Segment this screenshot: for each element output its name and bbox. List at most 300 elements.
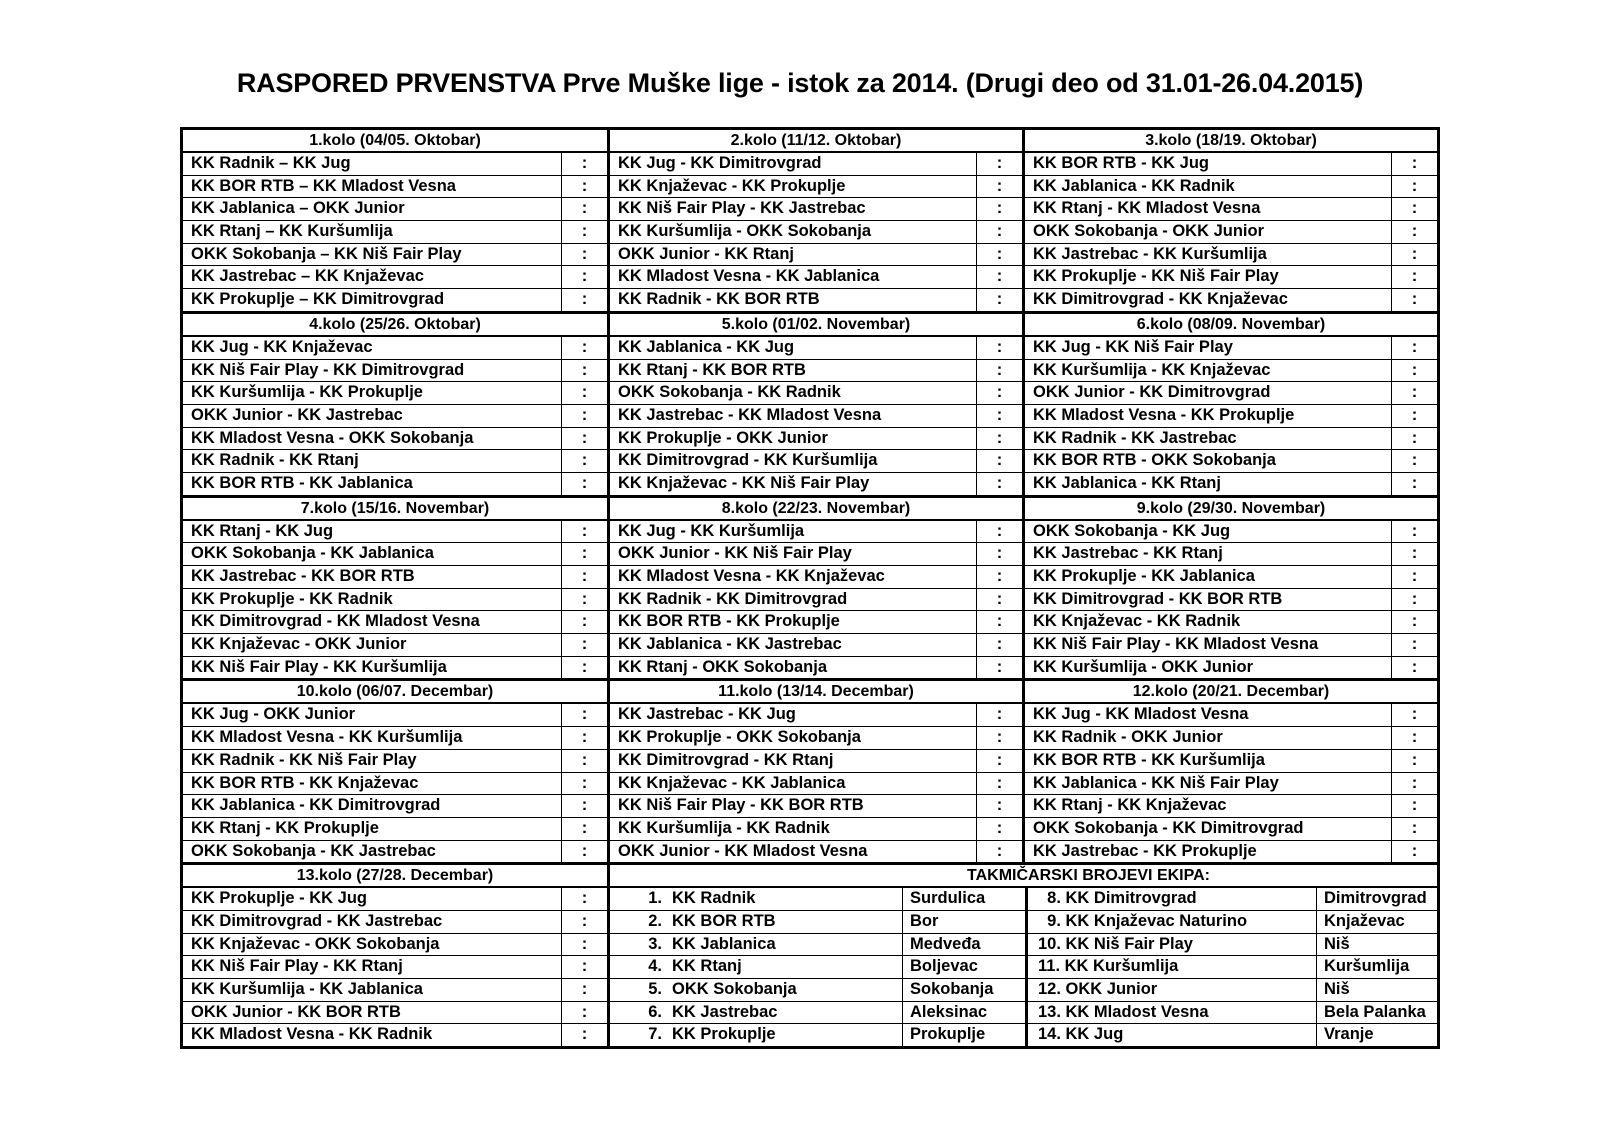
- match-row: [1025, 840, 1437, 863]
- match-teams: KK Prokuplje - KK Niš Fair Play: [1033, 267, 1279, 286]
- team-name: 12. OKK Junior: [1038, 980, 1158, 998]
- round-block: [183, 678, 607, 862]
- match-row: [183, 656, 607, 679]
- team-name: KK Prokuplje: [672, 1025, 776, 1044]
- match-row: [610, 243, 1022, 266]
- match-score: :: [1391, 589, 1437, 611]
- match-teams: KK Prokuplje - OKK Junior: [618, 428, 828, 447]
- match-row: [183, 197, 607, 220]
- match-score: :: [1391, 153, 1437, 175]
- match-row: [1025, 175, 1437, 198]
- match-teams: KK Rtanj - KK Mladost Vesna: [1033, 199, 1261, 218]
- match-row: [183, 888, 607, 910]
- team-city: Vranje: [1316, 1024, 1440, 1046]
- match-score: :: [976, 337, 1022, 359]
- match-score: :: [561, 521, 607, 543]
- team-city: Niš: [1316, 934, 1440, 956]
- match-row: [610, 565, 1022, 588]
- round-header: 13.kolo (27/28. Decembar): [183, 865, 607, 888]
- team-name: KK Radnik: [672, 889, 756, 908]
- match-teams: KK Jastrebac - KK Mladost Vesna: [618, 405, 882, 424]
- match-row: [183, 633, 607, 656]
- match-score: :: [1391, 360, 1437, 382]
- match-score: :: [976, 795, 1022, 817]
- match-score: :: [561, 221, 607, 243]
- match-row: [183, 588, 607, 611]
- match-score: :: [561, 888, 607, 910]
- match-score: :: [976, 818, 1022, 840]
- match-row: [183, 1001, 607, 1024]
- match-row: [183, 794, 607, 817]
- match-row: [610, 175, 1022, 198]
- match-score: :: [976, 428, 1022, 450]
- match-row: [183, 381, 607, 404]
- team-city: Boljevac: [902, 956, 1025, 978]
- match-score: :: [976, 405, 1022, 427]
- match-score: :: [561, 911, 607, 933]
- match-row: [183, 243, 607, 266]
- match-row: [183, 704, 607, 726]
- match-teams: KK BOR RTB - OKK Sokobanja: [1033, 451, 1276, 470]
- match-score: :: [561, 1002, 607, 1024]
- match-teams: KK Jablanica - KK Rtanj: [1033, 473, 1221, 492]
- match-score: :: [561, 956, 607, 978]
- match-row: [610, 265, 1022, 288]
- round-block: [610, 495, 1022, 679]
- match-teams: KK Jablanica – OKK Junior: [191, 199, 405, 218]
- match-row: [610, 704, 1022, 726]
- team-row: [610, 888, 1025, 910]
- match-teams: KK Prokuplje - KK Jablanica: [1033, 567, 1255, 585]
- match-score: :: [561, 795, 607, 817]
- match-row: [1025, 427, 1437, 450]
- match-teams: KK Jug - KK Mladost Vesna: [1033, 705, 1249, 724]
- team-number: 4.: [648, 957, 662, 976]
- match-row: [610, 817, 1022, 840]
- round-block: [183, 865, 607, 1046]
- match-score: :: [1391, 773, 1437, 795]
- match-teams: KK Radnik – KK Jug: [191, 154, 351, 172]
- match-score: :: [561, 337, 607, 359]
- match-score: :: [561, 841, 607, 863]
- team-name: 13. KK Mladost Vesna: [1038, 1002, 1209, 1021]
- team-name: 9. KK Knjaževac Naturino: [1038, 911, 1248, 930]
- round-block: [1025, 311, 1437, 495]
- match-row: [183, 220, 607, 243]
- match-row: [610, 588, 1022, 611]
- match-teams: KK Jastrebac - KK Kuršumlija: [1033, 244, 1267, 263]
- match-row: [610, 404, 1022, 427]
- match-row: [183, 933, 607, 956]
- match-score: :: [976, 450, 1022, 472]
- match-row: [183, 542, 607, 565]
- match-row: [610, 359, 1022, 382]
- match-row: [1025, 449, 1437, 472]
- match-teams: KK Kuršumlija - OKK Junior: [1033, 657, 1254, 676]
- team-number: 2.: [648, 911, 662, 930]
- team-number: 1.: [648, 889, 662, 908]
- match-row: [183, 749, 607, 772]
- match-row: [183, 610, 607, 633]
- match-row: [183, 265, 607, 288]
- match-row: [1025, 749, 1437, 772]
- match-score: :: [976, 289, 1022, 311]
- match-row: [610, 521, 1022, 543]
- round-block: [1025, 130, 1437, 311]
- team-row: [610, 910, 1025, 933]
- schedule-column-middle: [607, 130, 1022, 862]
- match-row: [1025, 521, 1437, 543]
- match-score: :: [976, 566, 1022, 588]
- match-teams: KK Mladost Vesna - OKK Sokobanja: [191, 428, 474, 447]
- match-teams: KK Radnik - KK Jastrebac: [1033, 428, 1237, 447]
- match-teams: KK Rtanj – KK Kuršumlija: [191, 222, 393, 241]
- match-row: [1025, 704, 1437, 726]
- match-row: [183, 521, 607, 543]
- match-teams: KK BOR RTB - KK Jug: [1033, 154, 1209, 172]
- match-teams: KK Dimitrovgrad - KK Mladost Vesna: [191, 612, 480, 631]
- match-row: [610, 220, 1022, 243]
- team-row: [610, 955, 1025, 978]
- match-teams: KK BOR RTB – KK Mladost Vesna: [191, 176, 456, 195]
- match-score: :: [1391, 266, 1437, 288]
- match-score: :: [1391, 450, 1437, 472]
- round-block: [183, 495, 607, 679]
- teams-header: TAKMIČARSKI BROJEVI EKIPA:: [610, 865, 1437, 888]
- match-score: :: [976, 221, 1022, 243]
- team-city: Medveđa: [902, 934, 1025, 956]
- match-score: :: [1391, 473, 1437, 495]
- match-score: :: [561, 611, 607, 633]
- match-teams: OKK Junior - KK BOR RTB: [191, 1002, 401, 1021]
- round-header: 3.kolo (18/19. Oktobar): [1025, 130, 1437, 153]
- match-row: [1025, 588, 1437, 611]
- team-row: [610, 1001, 1025, 1024]
- match-teams: KK Jug - OKK Junior: [191, 705, 356, 724]
- match-score: :: [561, 244, 607, 266]
- match-row: [183, 817, 607, 840]
- match-teams: KK Knjaževac - OKK Sokobanja: [191, 934, 440, 953]
- match-score: :: [561, 704, 607, 726]
- match-teams: KK Radnik - OKK Junior: [1033, 728, 1223, 747]
- match-score: :: [561, 382, 607, 404]
- round-block: [183, 130, 607, 311]
- match-row: [183, 840, 607, 863]
- team-number: 6.: [648, 1002, 662, 1021]
- team-name: KK Jablanica: [672, 934, 776, 953]
- team-row: [1028, 933, 1440, 956]
- match-score: :: [976, 543, 1022, 565]
- match-row: [1025, 243, 1437, 266]
- match-teams: KK Mladost Vesna - KK Kuršumlija: [191, 728, 463, 747]
- team-row: [610, 1023, 1025, 1046]
- match-score: :: [1391, 727, 1437, 749]
- team-number: 5.: [648, 980, 662, 998]
- match-teams: KK Mladost Vesna - KK Jablanica: [618, 267, 880, 286]
- match-score: :: [561, 428, 607, 450]
- match-row: [610, 472, 1022, 495]
- match-row: [1025, 472, 1437, 495]
- match-teams: KK Prokuplje - KK Jug: [191, 889, 368, 908]
- match-score: :: [976, 611, 1022, 633]
- team-row: [1028, 955, 1440, 978]
- match-score: :: [1391, 289, 1437, 311]
- team-number: 3.: [648, 934, 662, 953]
- match-score: :: [1391, 795, 1437, 817]
- match-row: [1025, 337, 1437, 359]
- match-row: [1025, 542, 1437, 565]
- match-row: [1025, 404, 1437, 427]
- match-score: :: [1391, 405, 1437, 427]
- match-row: [183, 978, 607, 1001]
- match-teams: OKK Junior - KK Dimitrovgrad: [1033, 383, 1271, 402]
- match-row: [183, 153, 607, 175]
- match-row: [610, 633, 1022, 656]
- match-score: :: [976, 634, 1022, 656]
- match-teams: KK Jastrebac - KK BOR RTB: [191, 567, 415, 585]
- match-row: [610, 726, 1022, 749]
- match-row: [183, 288, 607, 311]
- team-city: Niš: [1316, 979, 1440, 1001]
- match-teams: KK Kuršumlija - KK Jablanica: [191, 980, 423, 998]
- match-row: [183, 449, 607, 472]
- match-row: [610, 427, 1022, 450]
- match-teams: OKK Junior - KK Niš Fair Play: [618, 544, 852, 563]
- match-score: :: [561, 750, 607, 772]
- match-row: [610, 288, 1022, 311]
- match-row: [610, 656, 1022, 679]
- match-score: :: [561, 198, 607, 220]
- round-header: 1.kolo (04/05. Oktobar): [183, 130, 607, 153]
- match-score: :: [976, 382, 1022, 404]
- match-teams: KK Knjaževac - KK Niš Fair Play: [618, 473, 870, 492]
- team-row: [610, 933, 1025, 956]
- match-teams: KK Mladost Vesna - KK Prokuplje: [1033, 405, 1295, 424]
- match-row: [183, 955, 607, 978]
- match-teams: KK BOR RTB - KK Jablanica: [191, 473, 413, 492]
- round-block: [610, 311, 1022, 495]
- match-teams: OKK Sokobanja – KK Niš Fair Play: [191, 244, 462, 263]
- match-teams: KK Knjaževac - KK Radnik: [1033, 612, 1241, 631]
- match-teams: KK Dimitrovgrad - KK Jastrebac: [191, 911, 443, 930]
- team-name: KK Rtanj: [672, 957, 742, 976]
- match-score: :: [561, 450, 607, 472]
- match-score: :: [561, 934, 607, 956]
- match-score: :: [1391, 221, 1437, 243]
- match-teams: KK Dimitrovgrad - KK BOR RTB: [1033, 589, 1283, 608]
- match-teams: KK Prokuplje - KK Radnik: [191, 589, 393, 608]
- match-score: :: [1391, 337, 1437, 359]
- round-block: [610, 130, 1022, 311]
- match-score: :: [976, 360, 1022, 382]
- match-teams: OKK Sokobanja - KK Jug: [1033, 521, 1231, 540]
- match-teams: KK Prokuplje - OKK Sokobanja: [618, 728, 861, 747]
- match-teams: KK Rtanj - OKK Sokobanja: [618, 657, 828, 676]
- team-row: [1028, 978, 1440, 1001]
- round-block: [610, 678, 1022, 862]
- match-teams: KK Rtanj - KK Prokuplje: [191, 818, 379, 837]
- match-score: :: [1391, 841, 1437, 863]
- match-teams: KK Jug - KK Kuršumlija: [618, 521, 805, 540]
- match-score: :: [976, 176, 1022, 198]
- match-teams: OKK Junior - KK Rtanj: [618, 244, 794, 263]
- match-score: :: [561, 634, 607, 656]
- match-teams: KK Kuršumlija - KK Prokuplje: [191, 383, 423, 402]
- match-score: :: [561, 360, 607, 382]
- match-row: [183, 910, 607, 933]
- match-score: :: [976, 727, 1022, 749]
- match-score: :: [1391, 611, 1437, 633]
- match-teams: OKK Sokobanja - OKK Junior: [1033, 222, 1265, 241]
- round-header: 11.kolo (13/14. Decembar): [610, 681, 1022, 704]
- match-score: :: [561, 657, 607, 679]
- match-score: :: [976, 198, 1022, 220]
- match-row: [183, 726, 607, 749]
- match-score: :: [561, 153, 607, 175]
- match-teams: OKK Sokobanja - KK Jastrebac: [191, 841, 436, 860]
- match-teams: KK Dimitrovgrad - KK Rtanj: [618, 750, 834, 769]
- round-header: 6.kolo (08/09. Novembar): [1025, 314, 1437, 337]
- match-row: [610, 542, 1022, 565]
- match-score: :: [976, 473, 1022, 495]
- match-teams: KK Mladost Vesna - KK Knjaževac: [618, 567, 885, 585]
- team-city: Bor: [902, 911, 1025, 933]
- team-name: 10. KK Niš Fair Play: [1038, 934, 1193, 953]
- match-teams: KK Jablanica - KK Dimitrovgrad: [191, 796, 441, 815]
- match-teams: KK Knjaževac - KK Jablanica: [618, 773, 846, 792]
- match-score: :: [1391, 428, 1437, 450]
- round-block: [183, 311, 607, 495]
- match-teams: KK Niš Fair Play - KK Dimitrovgrad: [191, 360, 465, 379]
- team-city: Sokobanja: [902, 979, 1025, 1001]
- match-teams: KK Jug - KK Niš Fair Play: [1033, 337, 1233, 356]
- match-row: [1025, 153, 1437, 175]
- match-teams: KK Niš Fair Play - KK Kuršumlija: [191, 657, 447, 676]
- match-score: :: [561, 405, 607, 427]
- match-row: [610, 749, 1022, 772]
- match-teams: KK Prokuplje – KK Dimitrovgrad: [191, 290, 445, 309]
- match-teams: OKK Sokobanja - KK Radnik: [618, 383, 841, 402]
- match-row: [1025, 220, 1437, 243]
- match-teams: KK Rtanj - KK BOR RTB: [618, 360, 806, 379]
- match-row: [1025, 265, 1437, 288]
- match-score: :: [561, 979, 607, 1001]
- match-teams: KK BOR RTB - KK Prokuplje: [618, 612, 840, 631]
- match-teams: KK BOR RTB - KK Knjaževac: [191, 773, 419, 792]
- match-row: [1025, 772, 1437, 795]
- match-teams: OKK Junior - KK Jastrebac: [191, 405, 403, 424]
- match-score: :: [976, 266, 1022, 288]
- match-teams: KK Radnik - KK Rtanj: [191, 451, 359, 470]
- match-score: :: [561, 289, 607, 311]
- match-teams: KK Radnik - KK Dimitrovgrad: [618, 589, 848, 608]
- round-header: 9.kolo (29/30. Novembar): [1025, 498, 1437, 521]
- match-teams: KK Jastrebac – KK Knjaževac: [191, 267, 424, 286]
- match-score: :: [1391, 521, 1437, 543]
- team-name: OKK Sokobanja: [672, 980, 797, 998]
- match-row: [1025, 359, 1437, 382]
- match-teams: KK Mladost Vesna - KK Radnik: [191, 1025, 433, 1044]
- match-score: :: [976, 153, 1022, 175]
- match-teams: OKK Junior - KK Mladost Vesna: [618, 841, 868, 860]
- team-row: [610, 978, 1025, 1001]
- match-row: [1025, 381, 1437, 404]
- match-teams: KK Rtanj - KK Knjaževac: [1033, 796, 1227, 815]
- match-teams: KK Jablanica - KK Jastrebac: [618, 635, 842, 654]
- match-teams: KK Jablanica - KK Niš Fair Play: [1033, 773, 1279, 792]
- match-row: [1025, 197, 1437, 220]
- match-row: [1025, 633, 1437, 656]
- team-city: Surdulica: [902, 888, 1025, 910]
- match-teams: KK Jug - KK Dimitrovgrad: [618, 154, 822, 172]
- round-block: [1025, 678, 1437, 862]
- match-row: [1025, 726, 1437, 749]
- match-row: [1025, 794, 1437, 817]
- match-score: :: [561, 773, 607, 795]
- match-score: :: [976, 704, 1022, 726]
- match-teams: KK Knjaževac - OKK Junior: [191, 635, 407, 654]
- match-row: [183, 427, 607, 450]
- match-score: :: [976, 589, 1022, 611]
- match-teams: KK Jastrebac - KK Prokuplje: [1033, 841, 1257, 860]
- match-teams: KK Kuršumlija - KK Radnik: [618, 818, 830, 837]
- match-teams: KK Niš Fair Play - KK Rtanj: [191, 957, 403, 976]
- match-teams: OKK Sokobanja - KK Jablanica: [191, 544, 434, 563]
- match-teams: KK Dimitrovgrad - KK Kuršumlija: [618, 451, 878, 470]
- match-row: [183, 404, 607, 427]
- round-block: [1025, 495, 1437, 679]
- schedule-column-left: [183, 130, 607, 862]
- match-teams: KK Kuršumlija - OKK Sokobanja: [618, 222, 872, 241]
- match-teams: OKK Sokobanja - KK Dimitrovgrad: [1033, 818, 1304, 837]
- match-row: [183, 359, 607, 382]
- match-score: :: [561, 1024, 607, 1046]
- match-score: :: [1391, 176, 1437, 198]
- team-name: 11. KK Kuršumlija: [1038, 957, 1179, 976]
- match-score: :: [1391, 657, 1437, 679]
- match-score: :: [561, 266, 607, 288]
- match-score: :: [561, 589, 607, 611]
- match-score: :: [561, 566, 607, 588]
- match-teams: KK Dimitrovgrad - KK Knjaževac: [1033, 290, 1288, 309]
- match-score: :: [561, 727, 607, 749]
- match-score: :: [1391, 704, 1437, 726]
- team-city: Dimitrovgrad: [1316, 888, 1440, 910]
- match-score: :: [561, 176, 607, 198]
- bottom-section: [183, 862, 1437, 1046]
- team-city: Prokuplje: [902, 1024, 1025, 1046]
- match-teams: KK Radnik - KK BOR RTB: [618, 290, 820, 309]
- match-teams: KK Jastrebac - KK Rtanj: [1033, 544, 1223, 563]
- match-teams: KK Radnik - KK Niš Fair Play: [191, 750, 417, 769]
- match-teams: KK Jablanica - KK Jug: [618, 337, 795, 356]
- round-header: 8.kolo (22/23. Novembar): [610, 498, 1022, 521]
- match-teams: KK Jablanica - KK Radnik: [1033, 176, 1235, 195]
- match-row: [183, 565, 607, 588]
- team-row: [1028, 888, 1440, 910]
- match-score: :: [976, 773, 1022, 795]
- team-city: Bela Palanka: [1316, 1002, 1440, 1024]
- team-number: 7.: [648, 1025, 662, 1044]
- match-row: [183, 772, 607, 795]
- match-score: :: [1391, 566, 1437, 588]
- match-row: [610, 794, 1022, 817]
- match-score: :: [1391, 198, 1437, 220]
- match-teams: KK Kuršumlija - KK Knjaževac: [1033, 360, 1271, 379]
- match-teams: KK Rtanj - KK Jug: [191, 521, 334, 540]
- match-row: [183, 175, 607, 198]
- match-row: [610, 381, 1022, 404]
